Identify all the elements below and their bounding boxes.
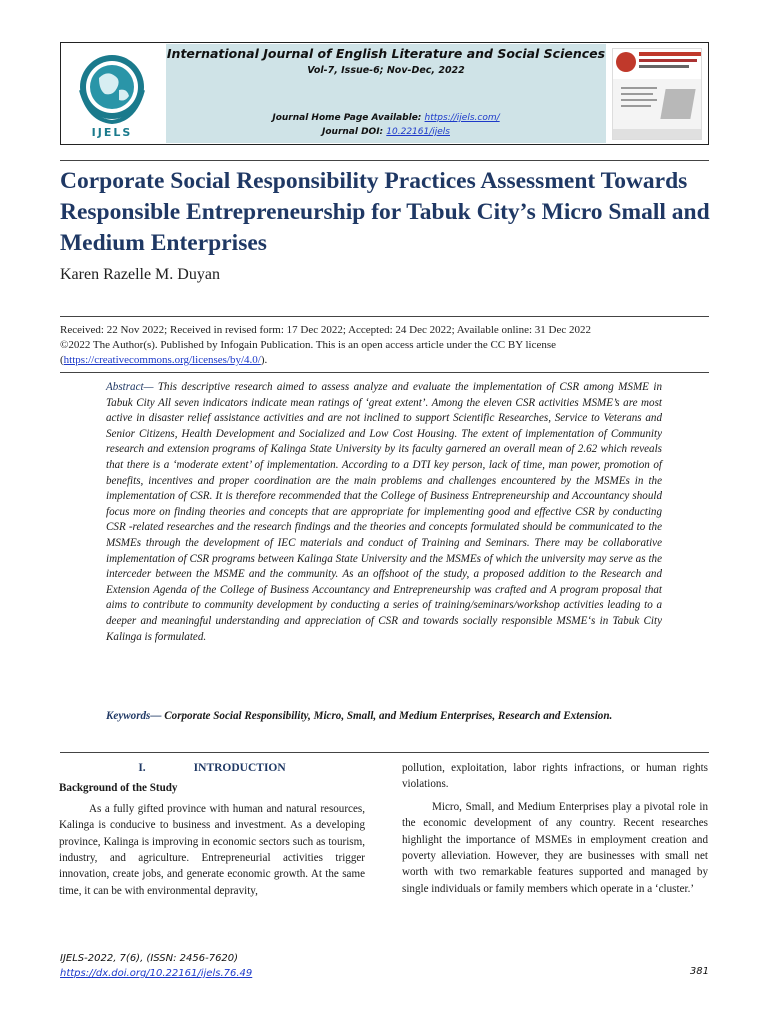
license-link[interactable]: https://creativecommons.org/licenses/by/4.0/: [63, 354, 261, 366]
license-url-line: (https://creativecommons.org/licenses/by/4.0/).: [60, 354, 268, 366]
article-author: Karen Razelle M. Duyan: [60, 266, 220, 283]
home-label: Journal Home Page Available:: [272, 113, 425, 123]
journal-logo: [69, 50, 155, 138]
header-divider: [60, 160, 709, 161]
received-dates: Received: 22 Nov 2022; Received in revised form: 17 Dec 2022; Accepted: 24 Dec 2022; Available online: 31 Dec 2022: [60, 324, 592, 336]
keywords-text: Corporate Social Responsibility, Micro, Small, and Medium Enterprises, Research and Extension.: [161, 710, 613, 722]
footer-citation: [60, 951, 252, 981]
logo-text: IJELS: [91, 126, 133, 138]
right-column: [402, 760, 708, 897]
author-divider: [60, 316, 709, 317]
doi-label: Journal DOI:: [322, 127, 387, 137]
paragraph: pollution, exploitation, labor rights infractions, or human rights violations.: [402, 762, 708, 791]
section-title: INTRODUCTION: [193, 762, 286, 774]
article-dates: [60, 323, 710, 368]
journal-title: International Journal of English Literature and Social Sciences: [166, 46, 606, 61]
citation-text: IJELS-2022, 7(6), (ISSN: 2456-7620): [60, 953, 239, 964]
paragraph: Micro, Small, and Medium Enterprises play a pivotal role in the economic development of any country. Recent researches highlight the importance of MSMEs in employment creation and poverty alleviation. However, they are businesses with small net worth with two remarkable features supported and managed by single individuals or family members which operate in a ‘cluster.’: [402, 800, 708, 895]
section-number: I.: [138, 762, 146, 774]
home-link[interactable]: https://ijels.com/: [424, 113, 500, 123]
license-line: ©2022 The Author(s). Published by Infogain Publication. This is an open access article under the CC BY license: [60, 339, 557, 351]
journal-cover-image: [612, 48, 702, 140]
abstract-text: This descriptive research aimed to assess analyze and evaluate the implementation of CSR among MSME in Tabuk City All seven indicators indicate mean ratings of ‘great extent’. Among the eleven CSR activities MSME’s are most active in disaster relief assistance activities and are not inclined to support Scientific Researches, Service to Veterans and Senior Citizens, Health Development and Socialized and Low Cost Housing. The extent of implementation of Community research and extension programs of Kalinga State University by its faculty garnered an overall mean of 2.62 which reveals that there is a ‘moderate extent’ of implementation. According to a DTI key person, lack of time, man power, promotion of benefits, incentives and proper coordination are the main problems and challenges encountered by the MSMEs in the implementation of CSR. It is therefore recommended that the College of Business Entrepreneurship and Accountancy should focus more on finding theories and concepts that are appropriate for implementing good and effective CSR by conducting CSR -related researches and the research findings and the theories and concepts formulated should be communicated to the MSMEs through the development of IEC materials and conduct of Training and Seminars. There may be collaborative implementation of CSR programs between Kalinga State University and the MSMEs of which the university may serve as the interceder between the MSME and the community. As an offshoot of the study, a proposed addition to the Research and Extension Agenda of the College of Business Accountancy and Entrepreneurship was crafted and A program proposal that aims to contribute to community development by conducting a series of training/seminars/workshop activities leading to a deeper and meaningful understanding and appreciation of CSR and towards socially responsible MSME‘s in Tabuk City Kalinga is formulated.: [106, 381, 662, 643]
journal-info-panel: [166, 44, 606, 143]
left-column: [59, 760, 365, 899]
journal-doi-line: [166, 127, 606, 137]
article-title: Corporate Social Responsibility Practices Assessment Towards Responsible Entrepreneurship for Tabuk City’s Micro Small and Medium Enterprises: [60, 168, 710, 256]
abstract-top-divider: [60, 372, 709, 373]
paragraph: As a fully gifted province with human and natural resources, Kalinga is conducive to business and investment. As a developing province, Kalinga is improving in economic sectors such as tourism, industry, and agriculture. Entrepreneurial activities trigger innovation, create jobs, and generate economic growth. At the same time, it can be with environmental depravity,: [59, 802, 365, 897]
section-heading: [59, 760, 365, 776]
journal-home-line: [166, 113, 606, 123]
keywords: [106, 709, 662, 725]
page-number: 381: [689, 966, 709, 977]
article-doi-link[interactable]: https://dx.doi.org/10.22161/ijels.76.49: [60, 968, 253, 979]
subheading: Background of the Study: [59, 782, 178, 795]
journal-volume: Vol-7, Issue-6; Nov-Dec, 2022: [307, 65, 465, 76]
abstract-label: Abstract—: [106, 381, 154, 393]
doi-link[interactable]: 10.22161/ijels: [386, 127, 450, 137]
abstract-bottom-divider: [60, 752, 709, 753]
keywords-label: Keywords—: [106, 710, 162, 722]
abstract: [106, 380, 662, 645]
